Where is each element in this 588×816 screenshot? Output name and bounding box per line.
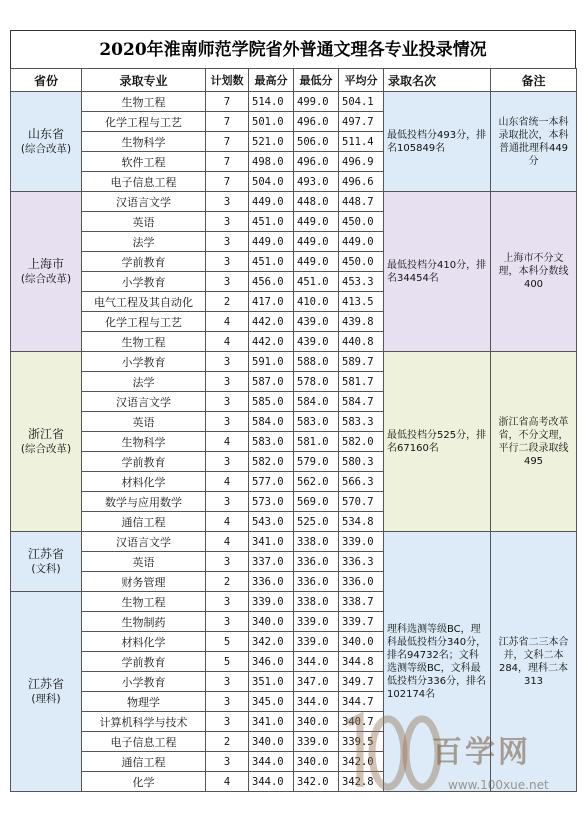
major-cell: 通信工程: [82, 752, 206, 772]
avg-score-cell: 589.7: [339, 352, 384, 372]
min-score-cell: 342.0: [294, 772, 339, 792]
plan-cell: 3: [206, 612, 249, 632]
min-score-cell: 525.0: [294, 512, 339, 532]
header-plan: 计划数: [206, 69, 249, 92]
plan-cell: 3: [206, 592, 249, 612]
province-type: (综合改革): [20, 442, 72, 455]
min-score-cell: 339.0: [294, 632, 339, 652]
min-score-cell: 448.0: [294, 192, 339, 212]
major-cell: 小学教育: [82, 272, 206, 292]
header-major: 录取专业: [82, 69, 206, 92]
major-cell: 英语: [82, 412, 206, 432]
min-score-cell: 506.0: [294, 132, 339, 152]
max-score-cell: 345.0: [249, 692, 294, 712]
header-avg: 平均分: [339, 69, 384, 92]
watermark-url: www.100xue.net: [448, 778, 549, 792]
avg-score-cell: 336.3: [339, 552, 384, 572]
min-score-cell: 578.0: [294, 372, 339, 392]
max-score-cell: 456.0: [249, 272, 294, 292]
plan-cell: 3: [206, 672, 249, 692]
max-score-cell: 337.0: [249, 552, 294, 572]
rank-cell: 最低投档分410分，排名34454名: [384, 192, 491, 352]
note-cell: 上海市不分文理，本科分数线400: [491, 192, 577, 352]
avg-score-cell: 413.5: [339, 292, 384, 312]
min-score-cell: 569.0: [294, 492, 339, 512]
max-score-cell: 543.0: [249, 512, 294, 532]
plan-cell: 3: [206, 252, 249, 272]
major-cell: 数学与应用数学: [82, 492, 206, 512]
max-score-cell: 583.0: [249, 432, 294, 452]
min-score-cell: 344.0: [294, 692, 339, 712]
min-score-cell: 439.0: [294, 332, 339, 352]
plan-cell: 4: [206, 332, 249, 352]
min-score-cell: 344.0: [294, 652, 339, 672]
max-score-cell: 449.0: [249, 192, 294, 212]
plan-cell: 2: [206, 292, 249, 312]
min-score-cell: 584.0: [294, 392, 339, 412]
avg-score-cell: 584.7: [339, 392, 384, 412]
max-score-cell: 344.0: [249, 752, 294, 772]
province-type: (文科): [31, 562, 61, 575]
avg-score-cell: 496.9: [339, 152, 384, 172]
province-cell: [11, 92, 82, 192]
min-score-cell: 496.0: [294, 152, 339, 172]
major-cell: 化学工程与工艺: [82, 312, 206, 332]
major-cell: 化学: [82, 772, 206, 792]
avg-score-cell: 449.0: [339, 232, 384, 252]
max-score-cell: 442.0: [249, 312, 294, 332]
avg-score-cell: 439.8: [339, 312, 384, 332]
min-score-cell: 449.0: [294, 212, 339, 232]
avg-score-cell: 344.8: [339, 652, 384, 672]
sheet-title: 2020年淮南师范学院省外普通文理各专业投录情况: [10, 30, 576, 68]
max-score-cell: 346.0: [249, 652, 294, 672]
max-score-cell: 521.0: [249, 132, 294, 152]
province-cell: [11, 532, 82, 592]
province-type: (综合改革): [20, 142, 72, 155]
plan-cell: 2: [206, 572, 249, 592]
max-score-cell: 585.0: [249, 392, 294, 412]
max-score-cell: 582.0: [249, 452, 294, 472]
note-cell-jiangsu: 江苏省二三本合并，文科二本284，理科二本313: [491, 532, 577, 792]
header-max: 最高分: [249, 69, 294, 92]
plan-cell: 7: [206, 92, 249, 112]
avg-score-cell: 453.3: [339, 272, 384, 292]
province-name: 江苏省: [27, 546, 64, 561]
plan-cell: 3: [206, 212, 249, 232]
province-cell: [11, 592, 82, 792]
plan-cell: 3: [206, 452, 249, 472]
avg-score-cell: 504.1: [339, 92, 384, 112]
max-score-cell: 577.0: [249, 472, 294, 492]
plan-cell: 5: [206, 632, 249, 652]
max-score-cell: 451.0: [249, 212, 294, 232]
major-cell: 小学教育: [82, 672, 206, 692]
avg-score-cell: 497.7: [339, 112, 384, 132]
max-score-cell: 442.0: [249, 332, 294, 352]
major-cell: 学前教育: [82, 652, 206, 672]
major-cell: 英语: [82, 552, 206, 572]
plan-cell: 3: [206, 752, 249, 772]
max-score-cell: 501.0: [249, 112, 294, 132]
plan-cell: 3: [206, 412, 249, 432]
min-score-cell: 562.0: [294, 472, 339, 492]
header-note: 备注: [491, 69, 577, 92]
province-name: 江苏省: [27, 676, 64, 691]
avg-score-cell: 339.0: [339, 532, 384, 552]
province-cell: [11, 352, 82, 532]
max-score-cell: 514.0: [249, 92, 294, 112]
max-score-cell: 339.0: [249, 592, 294, 612]
plan-cell: 3: [206, 712, 249, 732]
max-score-cell: 498.0: [249, 152, 294, 172]
max-score-cell: 591.0: [249, 352, 294, 372]
header-province: 省份: [11, 69, 82, 92]
max-score-cell: 587.0: [249, 372, 294, 392]
avg-score-cell: 338.7: [339, 592, 384, 612]
province-type: (理科): [31, 692, 61, 705]
plan-cell: 3: [206, 352, 249, 372]
major-cell: 生物科学: [82, 132, 206, 152]
major-cell: 学前教育: [82, 452, 206, 472]
min-score-cell: 338.0: [294, 532, 339, 552]
min-score-cell: 340.0: [294, 752, 339, 772]
max-score-cell: 341.0: [249, 532, 294, 552]
min-score-cell: 340.0: [294, 712, 339, 732]
admission-sheet: [10, 30, 576, 792]
plan-cell: 3: [206, 492, 249, 512]
table-row: [11, 352, 577, 372]
avg-score-cell: 339.7: [339, 612, 384, 632]
plan-cell: 7: [206, 172, 249, 192]
province-name: 上海市: [27, 256, 64, 271]
header-rank: 录取名次: [384, 69, 491, 92]
major-cell: 电子信息工程: [82, 172, 206, 192]
major-cell: 生物制药: [82, 612, 206, 632]
avg-score-cell: 511.4: [339, 132, 384, 152]
min-score-cell: 336.0: [294, 572, 339, 592]
major-cell: 计算机科学与技术: [82, 712, 206, 732]
min-score-cell: 499.0: [294, 92, 339, 112]
plan-cell: 4: [206, 472, 249, 492]
max-score-cell: 341.0: [249, 712, 294, 732]
note-cell: 浙江省高考改革省，不分文理，平行二段录取线495: [491, 352, 577, 532]
min-score-cell: 581.0: [294, 432, 339, 452]
major-cell: 生物工程: [82, 592, 206, 612]
max-score-cell: 417.0: [249, 292, 294, 312]
avg-score-cell: 583.3: [339, 412, 384, 432]
min-score-cell: 338.0: [294, 592, 339, 612]
max-score-cell: 342.0: [249, 632, 294, 652]
max-score-cell: 573.0: [249, 492, 294, 512]
plan-cell: 4: [206, 432, 249, 452]
max-score-cell: 351.0: [249, 672, 294, 692]
avg-score-cell: 440.8: [339, 332, 384, 352]
plan-cell: 7: [206, 132, 249, 152]
rank-cell: 最低投档分493分，排名105849名: [384, 92, 491, 192]
plan-cell: 3: [206, 552, 249, 572]
min-score-cell: 339.0: [294, 732, 339, 752]
rank-cell: 最低投档分525分，排名67160名: [384, 352, 491, 532]
min-score-cell: 336.0: [294, 552, 339, 572]
major-cell: 英语: [82, 212, 206, 232]
avg-score-cell: 340.0: [339, 632, 384, 652]
avg-score-cell: 581.7: [339, 372, 384, 392]
max-score-cell: 504.0: [249, 172, 294, 192]
major-cell: 法学: [82, 232, 206, 252]
avg-score-cell: 566.3: [339, 472, 384, 492]
rank-cell-jiangsu: 理科选测等级BC，理科最低投档分340分，排名94732名；文科选测等级BC，文科最低投档分336分，排名102174名: [384, 532, 491, 792]
plan-cell: 5: [206, 652, 249, 672]
avg-score-cell: 450.0: [339, 252, 384, 272]
avg-score-cell: 342.0: [339, 752, 384, 772]
min-score-cell: 449.0: [294, 252, 339, 272]
avg-score-cell: 496.6: [339, 172, 384, 192]
major-cell: 化学工程与工艺: [82, 112, 206, 132]
plan-cell: 3: [206, 392, 249, 412]
max-score-cell: 340.0: [249, 732, 294, 752]
plan-cell: 3: [206, 692, 249, 712]
major-cell: 生物工程: [82, 332, 206, 352]
min-score-cell: 579.0: [294, 452, 339, 472]
admission-table: [10, 68, 577, 792]
major-cell: 电子信息工程: [82, 732, 206, 752]
avg-score-cell: 534.8: [339, 512, 384, 532]
avg-score-cell: 450.0: [339, 212, 384, 232]
avg-score-cell: 342.8: [339, 772, 384, 792]
min-score-cell: 493.0: [294, 172, 339, 192]
province-name: 山东省: [27, 126, 64, 141]
min-score-cell: 588.0: [294, 352, 339, 372]
major-cell: 财务管理: [82, 572, 206, 592]
major-cell: 软件工程: [82, 152, 206, 172]
avg-score-cell: 336.0: [339, 572, 384, 592]
major-cell: 汉语言文学: [82, 532, 206, 552]
major-cell: 学前教育: [82, 252, 206, 272]
min-score-cell: 410.0: [294, 292, 339, 312]
avg-score-cell: 344.7: [339, 692, 384, 712]
province-name: 浙江省: [27, 426, 64, 441]
max-score-cell: 584.0: [249, 412, 294, 432]
min-score-cell: 449.0: [294, 232, 339, 252]
avg-score-cell: 339.5: [339, 732, 384, 752]
plan-cell: 3: [206, 272, 249, 292]
table-row: [11, 92, 577, 112]
plan-cell: 3: [206, 232, 249, 252]
min-score-cell: 339.0: [294, 612, 339, 632]
max-score-cell: 451.0: [249, 252, 294, 272]
major-cell: 生物科学: [82, 432, 206, 452]
avg-score-cell: 570.7: [339, 492, 384, 512]
max-score-cell: 449.0: [249, 232, 294, 252]
table-body: [11, 92, 577, 792]
min-score-cell: 496.0: [294, 112, 339, 132]
major-cell: 通信工程: [82, 512, 206, 532]
header-min: 最低分: [294, 69, 339, 92]
avg-score-cell: 340.7: [339, 712, 384, 732]
major-cell: 小学教育: [82, 352, 206, 372]
plan-cell: 2: [206, 732, 249, 752]
avg-score-cell: 580.3: [339, 452, 384, 472]
province-cell: [11, 192, 82, 352]
major-cell: 生物工程: [82, 92, 206, 112]
max-score-cell: 340.0: [249, 612, 294, 632]
max-score-cell: 344.0: [249, 772, 294, 792]
major-cell: 材料化学: [82, 472, 206, 492]
min-score-cell: 347.0: [294, 672, 339, 692]
plan-cell: 4: [206, 512, 249, 532]
watermark-brand: 百学网: [432, 735, 531, 770]
province-type: (综合改革): [20, 272, 72, 285]
note-cell: 山东省统一本科录取批次，本科普通批理科449分: [491, 92, 577, 192]
plan-cell: 3: [206, 372, 249, 392]
min-score-cell: 451.0: [294, 272, 339, 292]
major-cell: 材料化学: [82, 632, 206, 652]
major-cell: 电气工程及其自动化: [82, 292, 206, 312]
plan-cell: 7: [206, 152, 249, 172]
min-score-cell: 583.0: [294, 412, 339, 432]
table-row: [11, 192, 577, 212]
max-score-cell: 336.0: [249, 572, 294, 592]
table-row: [11, 532, 577, 552]
min-score-cell: 439.0: [294, 312, 339, 332]
major-cell: 汉语言文学: [82, 192, 206, 212]
plan-cell: 4: [206, 532, 249, 552]
header-row: [11, 69, 577, 92]
plan-cell: 4: [206, 772, 249, 792]
avg-score-cell: 582.0: [339, 432, 384, 452]
major-cell: 汉语言文学: [82, 392, 206, 412]
major-cell: 物理学: [82, 692, 206, 712]
avg-score-cell: 349.7: [339, 672, 384, 692]
plan-cell: 7: [206, 112, 249, 132]
plan-cell: 4: [206, 312, 249, 332]
plan-cell: 3: [206, 192, 249, 212]
avg-score-cell: 448.7: [339, 192, 384, 212]
major-cell: 法学: [82, 372, 206, 392]
